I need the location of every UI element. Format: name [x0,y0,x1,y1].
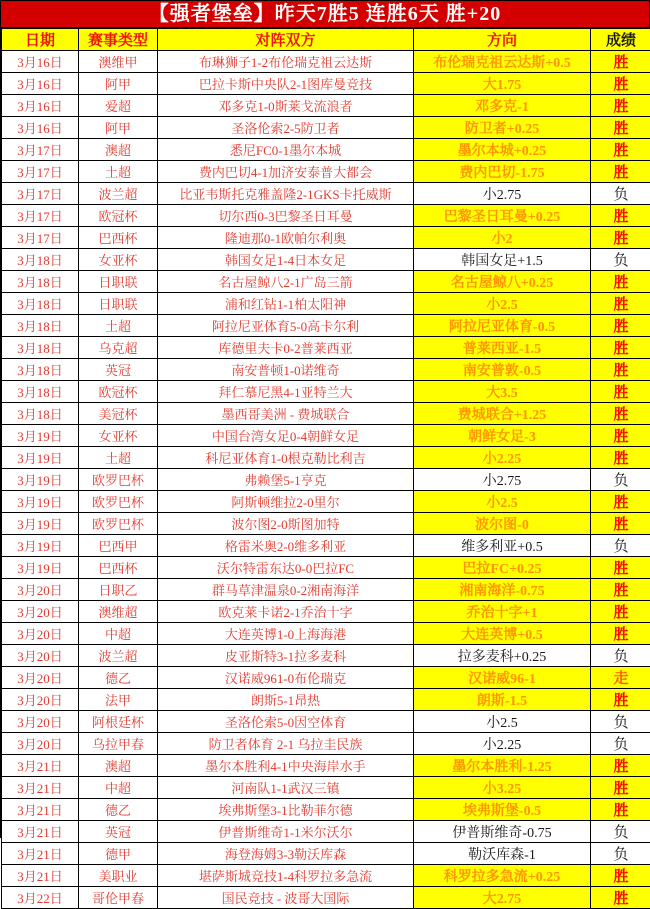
direction-cell: 防卫者+0.25 [414,117,591,139]
table-row [2,95,650,117]
match-cell: 库德里夫卡0-2普莱西亚 [158,337,414,359]
result-cell: 胜 [591,271,650,293]
table-row [2,425,650,447]
direction-cell: 小3.25 [414,777,591,799]
table-row [2,535,650,557]
col-header-match: 对阵双方 [158,29,414,51]
league-cell: 波兰超 [79,183,158,205]
league-cell: 土超 [79,315,158,337]
result-cell: 胜 [591,227,650,249]
match-cell: 防卫者体育 2-1 乌拉圭民族 [158,733,414,755]
result-cell: 胜 [591,865,650,887]
direction-cell: 小2.75 [414,469,591,491]
table-row [2,337,650,359]
match-cell: 皮亚斯特3-1拉多麦科 [158,645,414,667]
result-cell: 胜 [591,601,650,623]
league-cell: 澳维超 [79,601,158,623]
date-cell: 3月19日 [2,491,79,513]
league-cell: 中超 [79,623,158,645]
result-cell: 负 [591,249,650,271]
table-row [2,139,650,161]
league-cell: 土超 [79,161,158,183]
table-row [2,689,650,711]
match-cell: 隆迪那0-1欧帕尔利奥 [158,227,414,249]
match-cell: 科尼亚体育1-0根克勒比利吉 [158,447,414,469]
table-row [2,183,650,205]
result-cell: 胜 [591,513,650,535]
result-cell: 胜 [591,161,650,183]
table-row [2,579,650,601]
table-row [2,557,650,579]
table-row [2,315,650,337]
date-cell: 3月16日 [2,51,79,73]
result-cell: 胜 [591,579,650,601]
date-cell: 3月18日 [2,315,79,337]
results-table-body [2,51,650,909]
direction-cell: 小2.5 [414,293,591,315]
match-cell: 国民竞技 - 波哥大国际 [158,887,414,909]
match-cell: 圣洛伦索2-5防卫者 [158,117,414,139]
col-header-direction: 方向 [414,29,591,51]
league-cell: 哥伦甲春 [79,887,158,909]
direction-cell: 小2 [414,227,591,249]
direction-cell: 巴黎圣日耳曼+0.25 [414,205,591,227]
table-row [2,469,650,491]
result-cell: 负 [591,535,650,557]
result-cell: 胜 [591,95,650,117]
direction-cell: 朝鲜女足-3 [414,425,591,447]
table-row [2,865,650,887]
table-row [2,117,650,139]
date-cell: 3月16日 [2,95,79,117]
result-cell: 负 [591,843,650,865]
direction-cell: 名古屋鲸八+0.25 [414,271,591,293]
table-row [2,491,650,513]
result-cell: 负 [591,733,650,755]
result-cell: 胜 [591,403,650,425]
date-cell: 3月16日 [2,73,79,95]
league-cell: 美冠杯 [79,403,158,425]
match-cell: 圣洛伦索5-0因空体育 [158,711,414,733]
match-cell: 大连英博1-0上海海港 [158,623,414,645]
match-cell: 比亚韦斯托克雅盖隆2-1GKS卡托威斯 [158,183,414,205]
league-cell: 乌克超 [79,337,158,359]
table-row [2,51,650,73]
table-row [2,711,650,733]
match-cell: 群马草津温泉0-2湘南海洋 [158,579,414,601]
league-cell: 巴西杯 [79,557,158,579]
direction-cell: 埃弗斯堡-0.5 [414,799,591,821]
direction-cell: 大3.5 [414,381,591,403]
direction-cell: 小2.25 [414,733,591,755]
table-row [2,447,650,469]
match-cell: 阿斯顿维拉2-0里尔 [158,491,414,513]
league-cell: 欧罗巴杯 [79,491,158,513]
league-cell: 欧冠杯 [79,205,158,227]
date-cell: 3月20日 [2,711,79,733]
date-cell: 3月18日 [2,271,79,293]
result-cell: 胜 [591,73,650,95]
direction-cell: 大1.75 [414,73,591,95]
result-cell: 胜 [591,425,650,447]
direction-cell: 科罗拉多急流+0.25 [414,865,591,887]
date-cell: 3月21日 [2,821,79,843]
league-cell: 女亚杯 [79,425,158,447]
direction-cell: 普莱西亚-1.5 [414,337,591,359]
date-cell: 3月20日 [2,579,79,601]
date-cell: 3月18日 [2,403,79,425]
direction-cell: 小2.25 [414,447,591,469]
match-cell: 邓多克1-0斯莱戈流浪者 [158,95,414,117]
date-cell: 3月18日 [2,337,79,359]
league-cell: 法甲 [79,689,158,711]
date-cell: 3月19日 [2,425,79,447]
direction-cell: 墨尔本胜利-1.25 [414,755,591,777]
date-cell: 3月21日 [2,799,79,821]
table-row [2,73,650,95]
date-cell: 3月20日 [2,645,79,667]
match-cell: 巴拉卡斯中央队2-1图库曼竞技 [158,73,414,95]
date-cell: 3月21日 [2,777,79,799]
direction-cell: 巴拉FC+0.25 [414,557,591,579]
match-cell: 阿拉尼亚体育5-0高卡尔利 [158,315,414,337]
league-cell: 澳超 [79,139,158,161]
table-row [2,601,650,623]
result-cell: 胜 [591,557,650,579]
league-cell: 欧罗巴杯 [79,469,158,491]
direction-cell: 小2.5 [414,711,591,733]
table-row [2,403,650,425]
result-cell: 负 [591,821,650,843]
table-row [2,293,650,315]
result-cell: 胜 [591,139,650,161]
table-row [2,843,650,865]
result-cell: 胜 [591,359,650,381]
result-cell: 胜 [591,755,650,777]
results-table [1,28,650,909]
league-cell: 日职联 [79,271,158,293]
date-cell: 3月20日 [2,733,79,755]
result-cell: 胜 [591,799,650,821]
league-cell: 土超 [79,447,158,469]
table-row [2,887,650,909]
result-cell: 胜 [591,447,650,469]
direction-cell: 朗斯-1.5 [414,689,591,711]
direction-cell: 南安普敦-0.5 [414,359,591,381]
match-cell: 中国台湾女足0-4朝鲜女足 [158,425,414,447]
direction-cell: 费城联合+1.25 [414,403,591,425]
direction-cell: 维多利亚+0.5 [414,535,591,557]
league-cell: 欧冠杯 [79,381,158,403]
date-cell: 3月16日 [2,117,79,139]
match-cell: 海登海姆3-3勒沃库森 [158,843,414,865]
date-cell: 3月21日 [2,755,79,777]
direction-cell: 布伦瑞克祖云达斯+0.5 [414,51,591,73]
result-cell: 胜 [591,381,650,403]
match-cell: 伊普斯维奇1-1米尔沃尔 [158,821,414,843]
match-cell: 墨西哥美洲 - 费城联合 [158,403,414,425]
match-cell: 切尔西0-3巴黎圣日耳曼 [158,205,414,227]
date-cell: 3月17日 [2,205,79,227]
league-cell: 日职联 [79,293,158,315]
direction-cell: 勒沃库森-1 [414,843,591,865]
match-cell: 拜仁慕尼黑4-1亚特兰大 [158,381,414,403]
direction-cell: 汉诺威96-1 [414,667,591,689]
league-cell: 澳维甲 [79,51,158,73]
date-cell: 3月20日 [2,623,79,645]
date-cell: 3月20日 [2,601,79,623]
table-row [2,161,650,183]
match-cell: 朗斯5-1昂热 [158,689,414,711]
league-cell: 乌拉甲春 [79,733,158,755]
direction-cell: 大连英博+0.5 [414,623,591,645]
direction-cell: 小2.75 [414,183,591,205]
match-cell: 费内巴切4-1加济安泰普大都会 [158,161,414,183]
direction-cell: 墨尔本城+0.25 [414,139,591,161]
league-cell: 阿根廷杯 [79,711,158,733]
table-row [2,513,650,535]
date-cell: 3月18日 [2,359,79,381]
result-cell: 负 [591,183,650,205]
direction-cell: 韩国女足+1.5 [414,249,591,271]
match-cell: 埃弗斯堡3-1比勒菲尔德 [158,799,414,821]
match-cell: 堪萨斯城竞技1-4科罗拉多急流 [158,865,414,887]
date-cell: 3月18日 [2,381,79,403]
league-cell: 爱超 [79,95,158,117]
direction-cell: 阿拉尼亚体育-0.5 [414,315,591,337]
table-row [2,667,650,689]
match-cell: 弗赖堡5-1亨克 [158,469,414,491]
match-cell: 南安普顿1-0诺维奇 [158,359,414,381]
date-cell: 3月18日 [2,249,79,271]
league-cell: 阿甲 [79,117,158,139]
match-cell: 波尔图2-0斯图加特 [158,513,414,535]
result-cell: 胜 [591,117,650,139]
date-cell: 3月20日 [2,689,79,711]
result-cell: 胜 [591,623,650,645]
col-header-date: 日期 [2,29,79,51]
date-cell: 3月17日 [2,139,79,161]
direction-cell: 伊普斯维奇-0.75 [414,821,591,843]
league-cell: 中超 [79,777,158,799]
league-cell: 澳超 [79,755,158,777]
match-cell: 墨尔本胜利4-1中央海岸水手 [158,755,414,777]
table-header [2,29,650,51]
date-cell: 3月20日 [2,667,79,689]
table-row [2,623,650,645]
league-cell: 美职业 [79,865,158,887]
match-cell: 名古屋鲸八2-1广岛三箭 [158,271,414,293]
match-cell: 布琳狮子1-2布伦瑞克祖云达斯 [158,51,414,73]
table-row [2,227,650,249]
col-header-league: 赛事类型 [79,29,158,51]
match-cell: 欧克莱卡诺2-1乔治十字 [158,601,414,623]
result-cell: 胜 [591,689,650,711]
league-cell: 欧罗巴杯 [79,513,158,535]
table-row [2,777,650,799]
table-row [2,755,650,777]
date-cell: 3月19日 [2,535,79,557]
date-cell: 3月22日 [2,887,79,909]
page-title: 【强者堡垒】昨天7胜5 连胜6天 胜+20 [1,1,649,28]
direction-cell: 大2.75 [414,887,591,909]
match-cell: 浦和红钻1-1柏太阳神 [158,293,414,315]
table-row [2,799,650,821]
result-cell: 胜 [591,315,650,337]
date-cell: 3月17日 [2,227,79,249]
league-cell: 巴西甲 [79,535,158,557]
result-cell: 胜 [591,293,650,315]
result-cell: 胜 [591,777,650,799]
league-cell: 德甲 [79,843,158,865]
date-cell: 3月17日 [2,161,79,183]
league-cell: 波兰超 [79,645,158,667]
league-cell: 英冠 [79,821,158,843]
direction-cell: 湘南海洋-0.75 [414,579,591,601]
result-cell: 走 [591,667,650,689]
result-cell: 胜 [591,205,650,227]
league-cell: 巴西杯 [79,227,158,249]
table-row [2,645,650,667]
result-cell: 胜 [591,51,650,73]
match-cell: 沃尔特雷东达0-0巴拉FC [158,557,414,579]
date-cell: 3月21日 [2,843,79,865]
table-row [2,205,650,227]
match-cell: 韩国女足1-4日本女足 [158,249,414,271]
direction-cell: 费内巴切-1.75 [414,161,591,183]
table-row [2,359,650,381]
header-row [2,29,650,51]
result-cell: 负 [591,469,650,491]
date-cell: 3月19日 [2,447,79,469]
match-cell: 格雷米奥2-0维多利亚 [158,535,414,557]
table-row [2,271,650,293]
result-cell: 负 [591,645,650,667]
league-cell: 女亚杯 [79,249,158,271]
direction-cell: 波尔图-0 [414,513,591,535]
result-cell: 胜 [591,887,650,909]
direction-cell: 小2.5 [414,491,591,513]
league-cell: 英冠 [79,359,158,381]
table-row [2,249,650,271]
table-row [2,381,650,403]
match-cell: 汉诺威961-0布伦瑞克 [158,667,414,689]
date-cell: 3月19日 [2,469,79,491]
col-header-result: 成绩 [591,29,650,51]
table-row [2,733,650,755]
result-cell: 胜 [591,491,650,513]
match-cell: 悉尼FC0-1墨尔本城 [158,139,414,161]
direction-cell: 拉多麦科+0.25 [414,645,591,667]
date-cell: 3月19日 [2,557,79,579]
league-cell: 阿甲 [79,73,158,95]
date-cell: 3月19日 [2,513,79,535]
direction-cell: 乔治十字+1 [414,601,591,623]
result-cell: 胜 [591,337,650,359]
league-cell: 日职乙 [79,579,158,601]
date-cell: 3月18日 [2,293,79,315]
league-cell: 德乙 [79,799,158,821]
date-cell: 3月17日 [2,183,79,205]
match-cell: 河南队1-1武汉三镇 [158,777,414,799]
table-row [2,821,650,843]
league-cell: 德乙 [79,667,158,689]
direction-cell: 邓多克-1 [414,95,591,117]
result-cell: 负 [591,711,650,733]
date-cell: 3月21日 [2,865,79,887]
